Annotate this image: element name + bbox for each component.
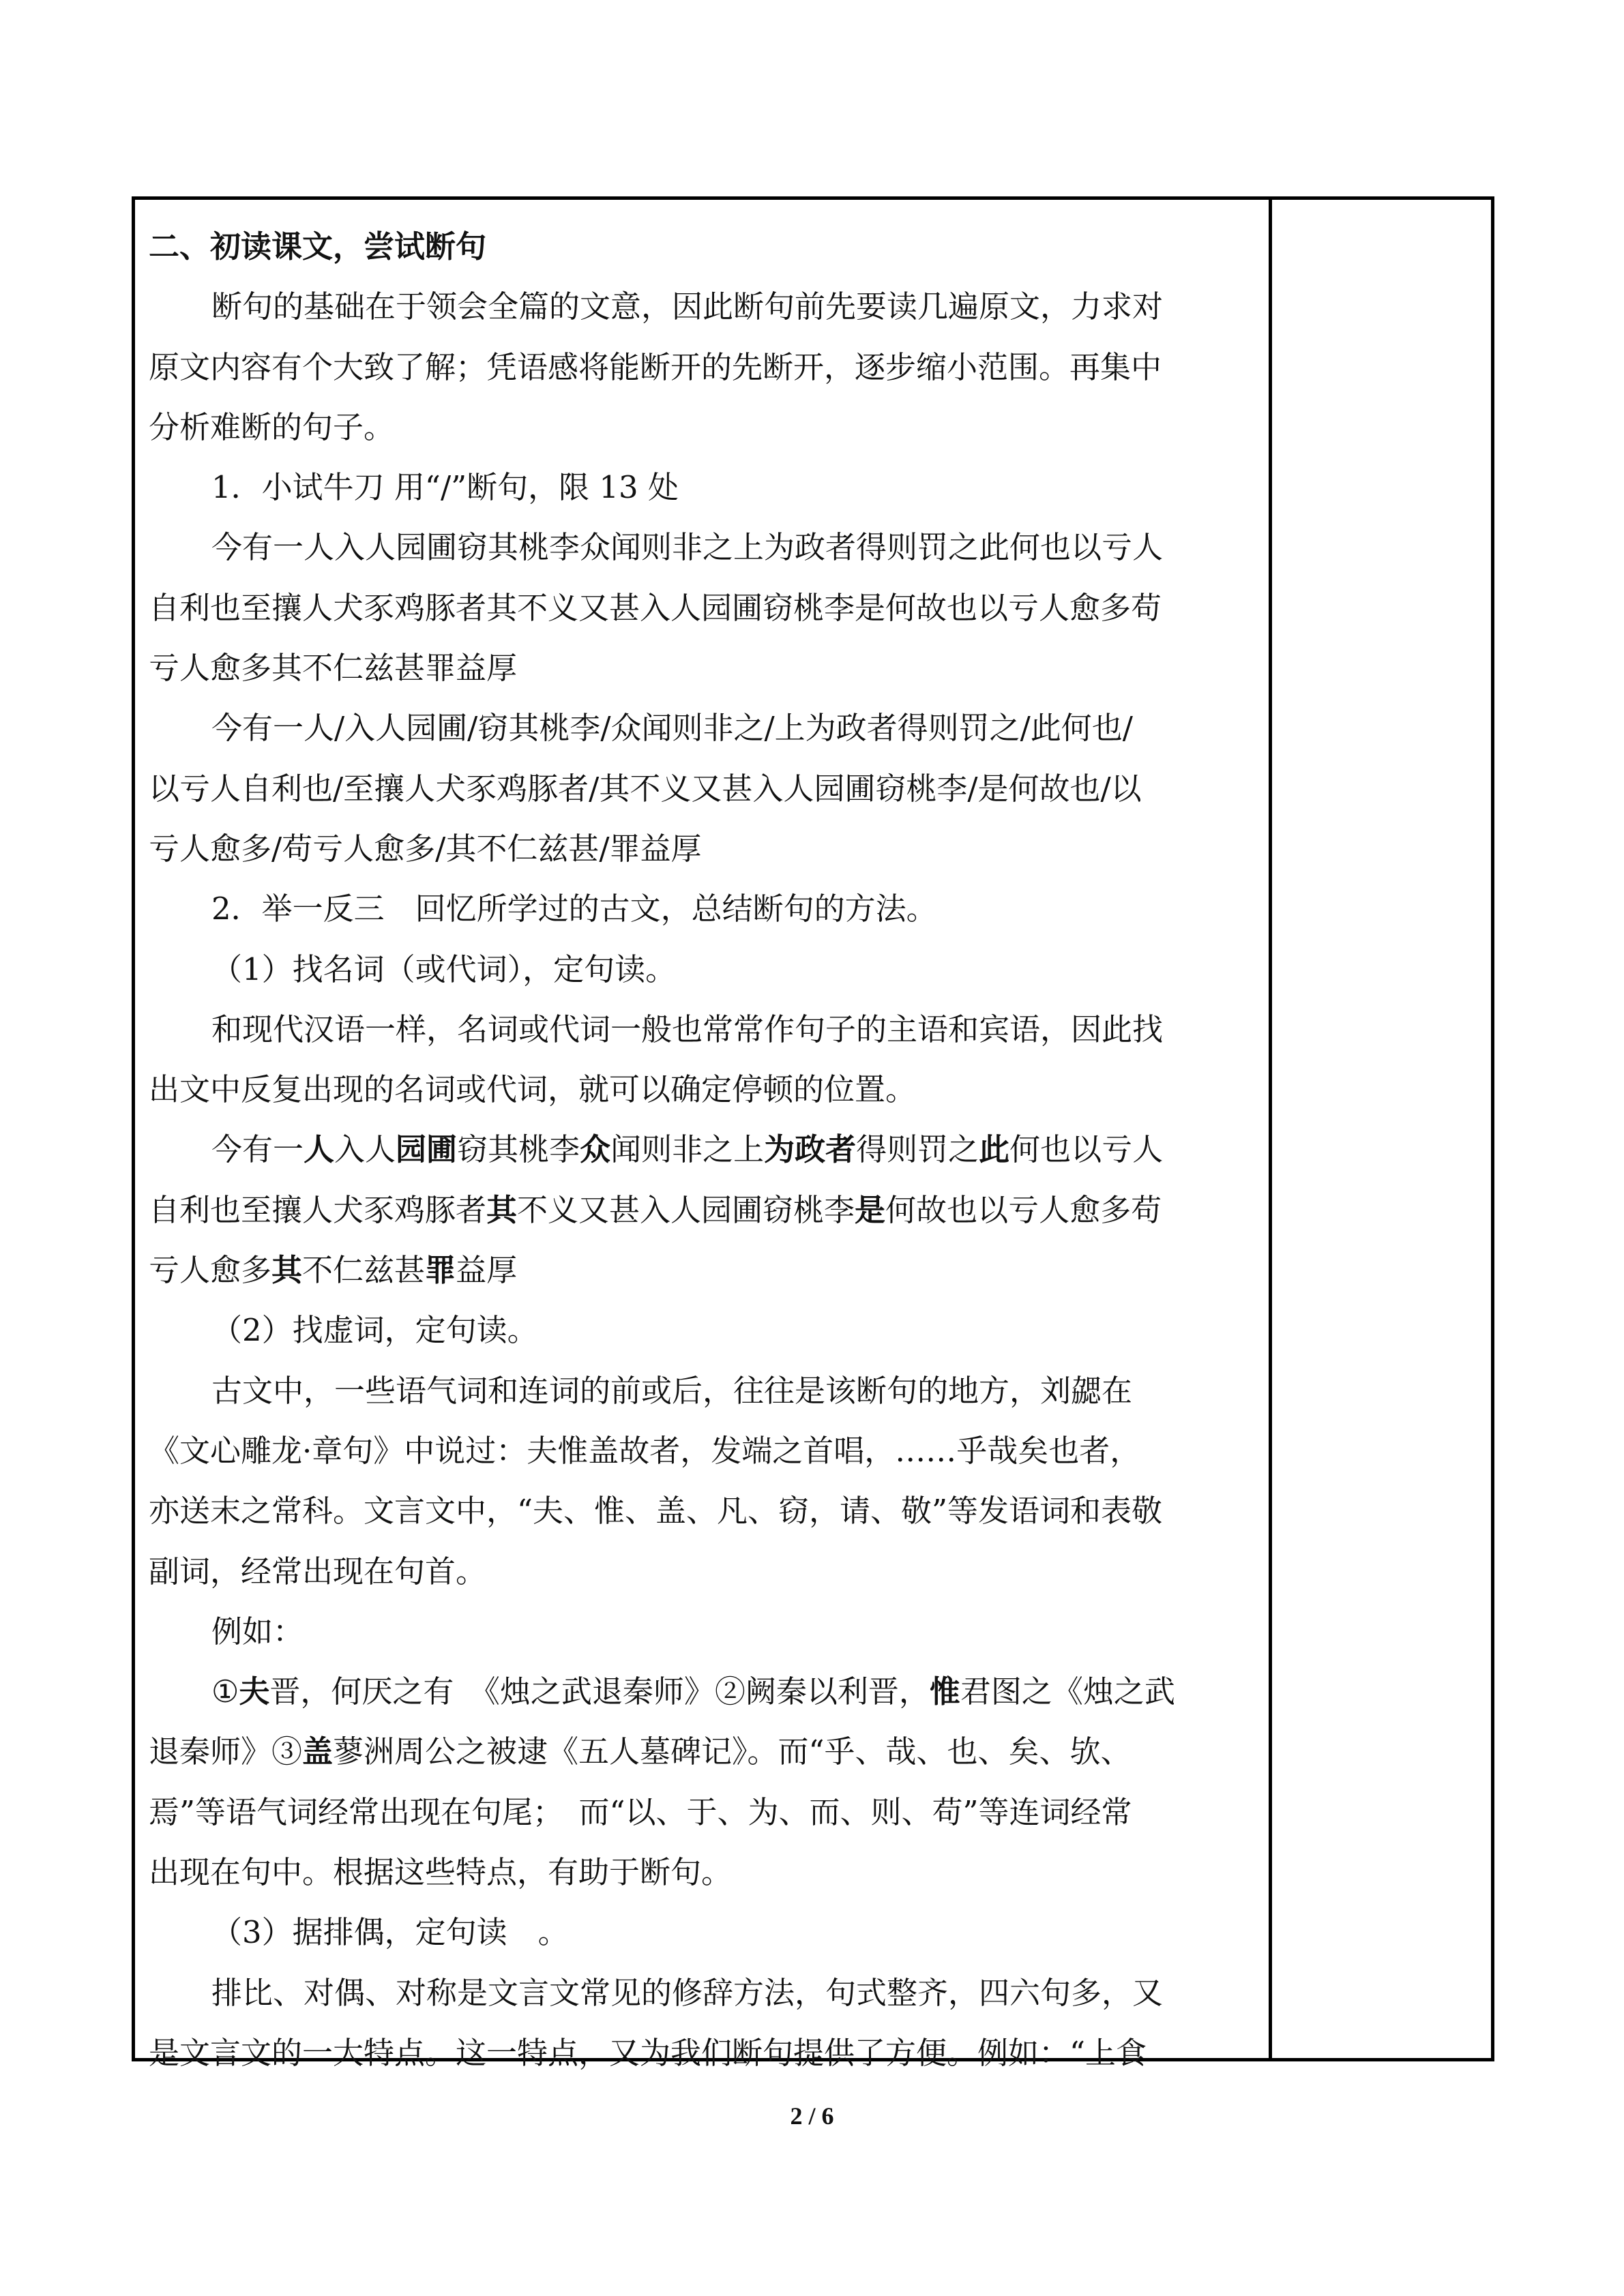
paragraph-line: 和现代汉语一样，名词或代词一般也常常作句子的主语和宾语，因此找 [211,1011,1164,1047]
paragraph-line: 出文中反复出现的名词或代词，就可以确定停顿的位置。 [149,1071,917,1108]
paragraph-line: 是文言文的一大特点。这一特点，又为我们断句提供了方便。例如：“上食 [149,2034,1147,2071]
passage-line: 自利也至攘人犬豕鸡豚者其不义又甚入人园圃窃桃李是何故也以亏人愈多苟 [149,589,1162,626]
text: 自利也至攘人犬豕鸡豚者 [149,1191,487,1228]
method-title: （1）找名词（或代词），定句读。 [211,951,677,987]
paragraph-line: 原文内容有个大致了解；凭语感将能断开的先断开，逐步缩小范围。再集中 [149,348,1162,385]
answer-line: 亏人愈多/苟亏人愈多/其不仁兹甚/罪益厚 [149,830,702,867]
emphasis-word: 众 [580,1131,611,1168]
task-title: 1．小试牛刀 用“/”断句，限 13 处 [211,469,679,506]
text: 蓼洲周公之被逮《五人墓碑记》。而“乎、哉、也、矣、欤、 [333,1733,1132,1770]
passage-line: 今有一人入人园圃窃其桃李众闻则非之上为政者得则罚之此何也以亏人 [211,529,1164,566]
text: 不仁兹甚 [302,1252,426,1289]
text: 窃其桃李 [457,1131,580,1168]
paragraph-line: 古文中，一些语气词和连词的前或后，往往是该断句的地方，刘勰在 [211,1372,1133,1409]
text: 得则罚之 [856,1131,979,1168]
emphasis-word: 夫 [239,1673,270,1710]
page-number: 2 / 6 [790,2102,834,2130]
paragraph-line: 排比、对偶、对称是文言文常见的修辞方法，句式整齐，四六句多，又 [211,1974,1164,2011]
text: 闻则非之上 [610,1131,765,1168]
text: 退秦师》③ [149,1733,303,1770]
emphasis-word: 其 [271,1252,303,1289]
emphasis-word: 是 [855,1191,886,1228]
answer-line: 今有一人/入人园圃/窃其桃李/众闻则非之/上为政者得则罚之/此何也/ [211,710,1133,747]
emphasis-word: 其 [486,1191,518,1228]
task-title: 2．举一反三 回忆所学过的古文，总结断句的方法。 [211,891,937,927]
emphasis-word: 惟 [929,1673,960,1710]
emphasis-line [149,1180,1260,1240]
answer-line: 以亏人自利也/至攘人犬豕鸡豚者/其不义又甚入人园圃窃桃李/是何故也/以 [149,770,1142,807]
paragraph-line: 断句的基础在于领会全篇的文意，因此断句前先要读几遍原文，力求对 [211,288,1164,325]
emphasis-line [149,1120,1260,1180]
emphasis-word: 盖 [302,1733,334,1770]
emphasis-word: 此 [979,1131,1010,1168]
emphasis-word: 罪 [425,1252,456,1289]
passage-line: 亏人愈多其不仁兹甚罪益厚 [149,650,518,687]
text: ① [211,1673,239,1710]
text: 何也以亏人 [1009,1131,1164,1168]
emphasis-word: 人 [304,1131,335,1168]
paragraph-line: 出现在句中。根据这些特点，有助于断句。 [149,1854,733,1891]
method-title: （2）找虚词，定句读。 [211,1312,538,1349]
text: 何故也以亏人愈多苟 [885,1191,1162,1228]
text: 不义又甚入人园圃窃桃李 [517,1191,855,1228]
paragraph-line: 焉”等语气词经常出现在句尾； 而“以、于、为、而、则、苟”等连词经常 [149,1793,1132,1830]
emphasis-word: 园圃 [396,1131,458,1168]
paragraph-line: 分析难断的句子。 [149,408,395,445]
emphasis-word: 为政者 [764,1131,857,1168]
paragraph-line: 副词，经常出现在句首。 [149,1553,487,1590]
example-label: 例如： [211,1613,304,1650]
paragraph-line: 《文心雕龙·章句》中说过：夫惟盖故者，发端之首唱，……乎哉矣也者， [149,1432,1141,1469]
text: 晋，何厌之有 《烛之武退秦师》②阙秦以利晋， [269,1673,930,1710]
text: 今有一 [211,1131,304,1168]
emphasis-line [149,1240,1260,1300]
example-line [149,1662,1260,1722]
text: 君图之《烛之武 [960,1673,1175,1710]
text: 入人 [334,1131,396,1168]
table-column-divider [1269,196,1272,2061]
text: 益厚 [456,1252,518,1289]
lesson-content [149,217,1260,2083]
paragraph-line: 亦送末之常科。文言文中，“夫、惟、盖、凡、窃，请、敬”等发语词和表敬 [149,1493,1163,1530]
method-title: （3）据排偶，定句读 。 [211,1914,569,1951]
example-line [149,1722,1260,1782]
text: 亏人愈多 [149,1252,272,1289]
section-heading: 二、初读课文，尝试断句 [149,228,487,265]
